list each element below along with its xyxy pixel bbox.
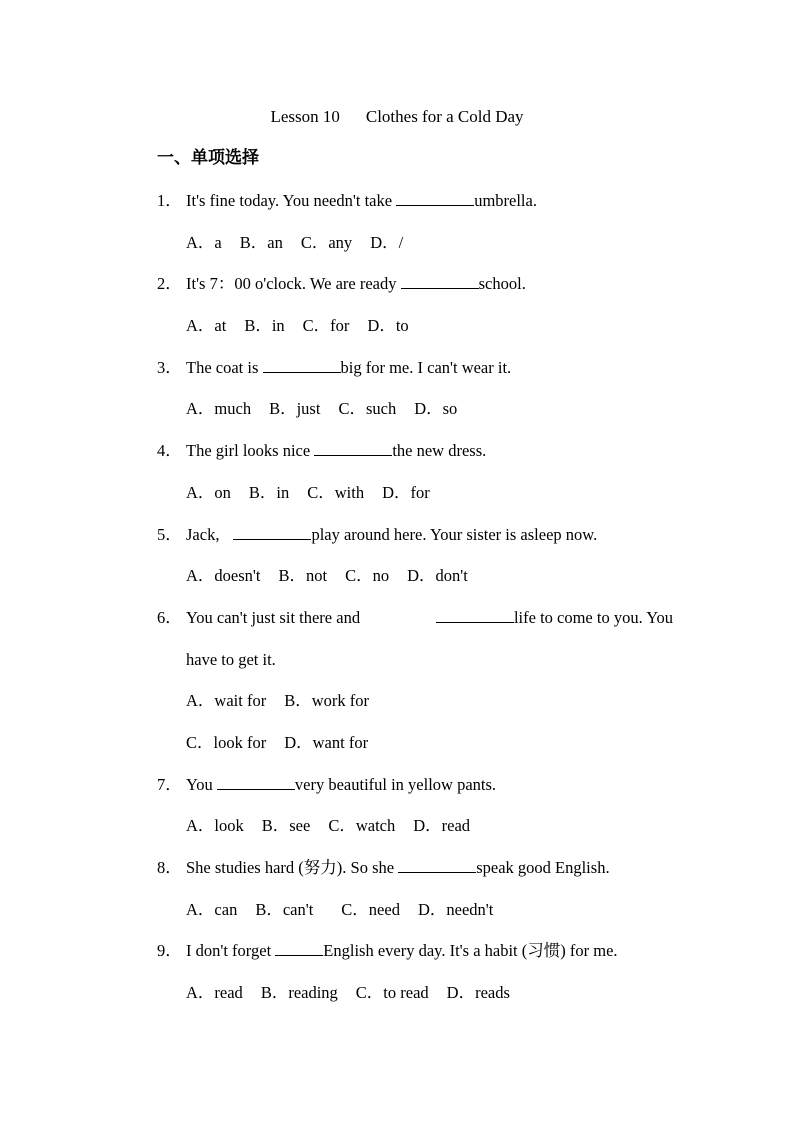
option-b: B．not bbox=[278, 566, 328, 586]
answer-blank bbox=[275, 940, 323, 956]
question-text-after: speak good English. bbox=[476, 858, 610, 877]
question-number: 4． bbox=[157, 441, 182, 461]
option-c: C．for bbox=[302, 316, 350, 336]
question-7 bbox=[157, 772, 677, 814]
question-5 bbox=[157, 522, 677, 564]
question-6-options-row-2 bbox=[157, 730, 677, 772]
question-number: 1． bbox=[157, 191, 182, 210]
option-b: B．just bbox=[269, 399, 321, 419]
question-9 bbox=[157, 938, 677, 980]
question-number: 5． bbox=[157, 524, 182, 544]
question-text-before: The coat is bbox=[186, 357, 263, 377]
option-d: D．needn't bbox=[417, 899, 494, 919]
question-text-before: The girl looks nice bbox=[186, 441, 315, 461]
option-c: C．with bbox=[307, 482, 365, 502]
question-number: 3． bbox=[157, 357, 182, 377]
option-b: B．in bbox=[244, 316, 285, 336]
question-4-options bbox=[157, 480, 677, 522]
question-6-options-row-1 bbox=[157, 688, 677, 730]
option-a: A．look bbox=[186, 816, 244, 836]
question-text-before: She studies hard (努力). So she bbox=[186, 858, 399, 877]
option-d: D．for bbox=[382, 482, 430, 502]
option-b: B．reading bbox=[260, 983, 338, 1003]
question-text-before: You bbox=[186, 774, 217, 794]
option-a: A．much bbox=[186, 399, 252, 419]
question-text-before: You can't just sit there and bbox=[186, 607, 361, 627]
option-a: A．on bbox=[186, 482, 231, 502]
answer-blank bbox=[401, 273, 479, 289]
question-2-options bbox=[157, 313, 677, 355]
question-3-options bbox=[157, 396, 677, 438]
question-text-after: the new dress. bbox=[392, 441, 487, 461]
option-b: B．work for bbox=[284, 691, 369, 711]
question-text-after: life to come to you. You bbox=[513, 607, 673, 627]
answer-blank bbox=[217, 774, 295, 790]
answer-blank bbox=[314, 440, 392, 456]
option-d: D．want for bbox=[284, 732, 369, 752]
option-a: A．doesn't bbox=[186, 566, 261, 586]
answer-blank bbox=[398, 857, 476, 873]
lesson-name: Clothes for a Cold Day bbox=[365, 107, 524, 126]
question-text-before: It's 7：00 o'clock. We are ready bbox=[186, 274, 401, 294]
option-d: D．read bbox=[413, 816, 471, 836]
question-number: 9． bbox=[157, 941, 182, 961]
option-c: C．to read bbox=[355, 983, 429, 1003]
question-number: 2． bbox=[157, 274, 182, 294]
option-d: D．so bbox=[414, 399, 458, 419]
option-d: D．to bbox=[367, 316, 409, 336]
question-text-after: English every day. It's a habit (习惯) for me. bbox=[323, 941, 618, 961]
question-1-options bbox=[157, 230, 677, 272]
option-b: B．in bbox=[248, 482, 290, 502]
question-1 bbox=[157, 188, 677, 230]
question-number: 8． bbox=[157, 858, 182, 877]
question-text-after: school. bbox=[478, 274, 526, 294]
lesson-number: Lesson 10 bbox=[270, 107, 340, 126]
option-d: D．/ bbox=[370, 232, 404, 252]
answer-blank bbox=[233, 524, 311, 540]
section-heading: 一、单项选择 bbox=[157, 148, 259, 168]
question-text-before: I don't forget bbox=[186, 941, 276, 961]
option-b: B．can't bbox=[255, 899, 314, 919]
question-7-options bbox=[157, 813, 677, 855]
option-b: B．an bbox=[239, 232, 283, 252]
question-number: 6． bbox=[157, 607, 182, 627]
page-title bbox=[0, 104, 794, 130]
option-d: D．don't bbox=[407, 566, 468, 586]
option-d: D．reads bbox=[446, 983, 510, 1003]
question-text-after: play around here. Your sister is asleep now. bbox=[311, 524, 598, 544]
option-c: C．no bbox=[345, 566, 390, 586]
answer-blank bbox=[436, 607, 514, 623]
option-c: C．watch bbox=[328, 816, 396, 836]
option-c: C．need bbox=[341, 899, 400, 919]
question-text-after: umbrella. bbox=[474, 191, 537, 210]
question-6 bbox=[157, 605, 677, 647]
option-c: C．look for bbox=[186, 732, 267, 752]
question-8 bbox=[157, 855, 677, 897]
question-2 bbox=[157, 271, 677, 313]
question-text-before: It's fine today. You needn't take bbox=[186, 191, 397, 210]
question-9-options bbox=[157, 980, 677, 1022]
question-text-after: very beautiful in yellow pants. bbox=[294, 774, 497, 794]
question-3 bbox=[157, 355, 677, 397]
option-c: C．any bbox=[300, 232, 353, 252]
option-c: C．such bbox=[338, 399, 397, 419]
question-number: 7． bbox=[157, 774, 182, 794]
option-a: A．can bbox=[186, 899, 238, 919]
option-a: A．at bbox=[186, 316, 227, 336]
question-text-before: Jack, bbox=[186, 524, 220, 544]
answer-blank bbox=[396, 190, 474, 206]
question-list bbox=[157, 188, 677, 1022]
question-text-after: big for me. I can't wear it. bbox=[340, 357, 512, 377]
option-a: A．wait for bbox=[186, 691, 267, 711]
option-a: A．read bbox=[186, 983, 243, 1003]
question-4 bbox=[157, 438, 677, 480]
question-6-continuation: have to get it. bbox=[186, 649, 276, 669]
question-8-options bbox=[157, 897, 677, 939]
answer-blank bbox=[263, 357, 341, 373]
option-a: A．a bbox=[186, 232, 222, 252]
option-b: B．see bbox=[261, 816, 311, 836]
question-5-options bbox=[157, 563, 677, 605]
